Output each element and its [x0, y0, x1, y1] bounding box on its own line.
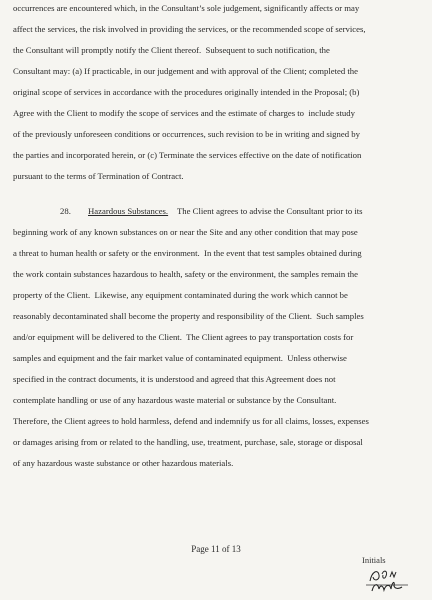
line-text: pursuant to the terms of Termination of Contract. [13, 171, 184, 181]
section-first-line: The Client agrees to advise the Consultant prior to its [177, 206, 363, 216]
section-28-heading-line [0, 203, 432, 219]
line-text: specified in the contract documents, it is understood and agreed that this Agreement does not [13, 374, 336, 384]
line-text: the parties and incorporated herein, or (c) Terminate the services effective on the date of notification [13, 150, 362, 160]
line-text: affect the services, the risk involved in providing the services, or the recommended scope of services, [13, 24, 366, 34]
body-line [0, 126, 432, 142]
section-number: 28. [60, 206, 71, 216]
body-line [0, 329, 432, 345]
line-text: property of the Client. Likewise, any equipment contaminated during the work which cannot be [13, 290, 348, 300]
body-line [0, 350, 432, 366]
body-line [0, 287, 432, 303]
body-line [0, 413, 432, 429]
line-text: beginning work of any known substances on or near the Site and any other condition that may pose [13, 227, 358, 237]
body-line [0, 147, 432, 163]
initials-signature [364, 565, 414, 593]
line-text: of any hazardous waste substance or other hazardous materials. [13, 458, 234, 468]
line-text: and/or equipment will be delivered to the Client. The Client agrees to pay transportation costs for [13, 332, 354, 342]
body-line [0, 63, 432, 79]
page-number: Page 11 of 13 [191, 544, 241, 554]
line-text: of the previously unforeseen conditions or occurrences, such revision to be in writing and signed by [13, 129, 360, 139]
line-text: occurrences are encountered which, in the Consultant’s sole judgement, significantly affects or may [13, 3, 360, 13]
body-line [0, 0, 432, 16]
body-line [0, 434, 432, 450]
line-text: or damages arising from or related to the handling, use, treatment, purchase, sale, storage or disposal [13, 437, 363, 447]
line-text: original scope of services in accordance with the procedures originally intended in the Proposal; (b) [13, 87, 360, 97]
body-line [0, 392, 432, 408]
body-line [0, 168, 432, 184]
body-line [0, 84, 432, 100]
line-text: Consultant may: (a) If practicable, in our judgement and with approval of the Client; completed the [13, 66, 358, 76]
line-text: Therefore, the Client agrees to hold harmless, defend and indemnify us for all claims, losses, expenses [13, 416, 369, 426]
body-line [0, 42, 432, 58]
body-line [0, 371, 432, 387]
line-text: the work contain substances hazardous to health, safety or the environment, the samples remain the [13, 269, 358, 279]
body-line [0, 245, 432, 261]
line-text: samples and equipment and the fair market value of contaminated equipment. Unless otherwise [13, 353, 347, 363]
body-line [0, 308, 432, 324]
section-heading: Hazardous Substances. [88, 206, 169, 216]
body-line [0, 266, 432, 282]
line-text: contemplate handling or use of any hazardous waste material or substance by the Consultant. [13, 395, 337, 405]
body-line [0, 21, 432, 37]
initials-label: Initials [362, 555, 386, 565]
line-text: Agree with the Client to modify the scope of services and the estimate of charges to include study [13, 108, 355, 118]
line-text: reasonably decontaminated shall become the property and responsibility of the Client. Such samples [13, 311, 364, 321]
body-line [0, 105, 432, 121]
body-line [0, 224, 432, 240]
line-text: the Consultant will promptly notify the Client thereof. Subsequent to such notification, the [13, 45, 330, 55]
line-text: a threat to human health or safety or the environment. In the event that test samples obtained during [13, 248, 362, 258]
body-line [0, 455, 432, 471]
